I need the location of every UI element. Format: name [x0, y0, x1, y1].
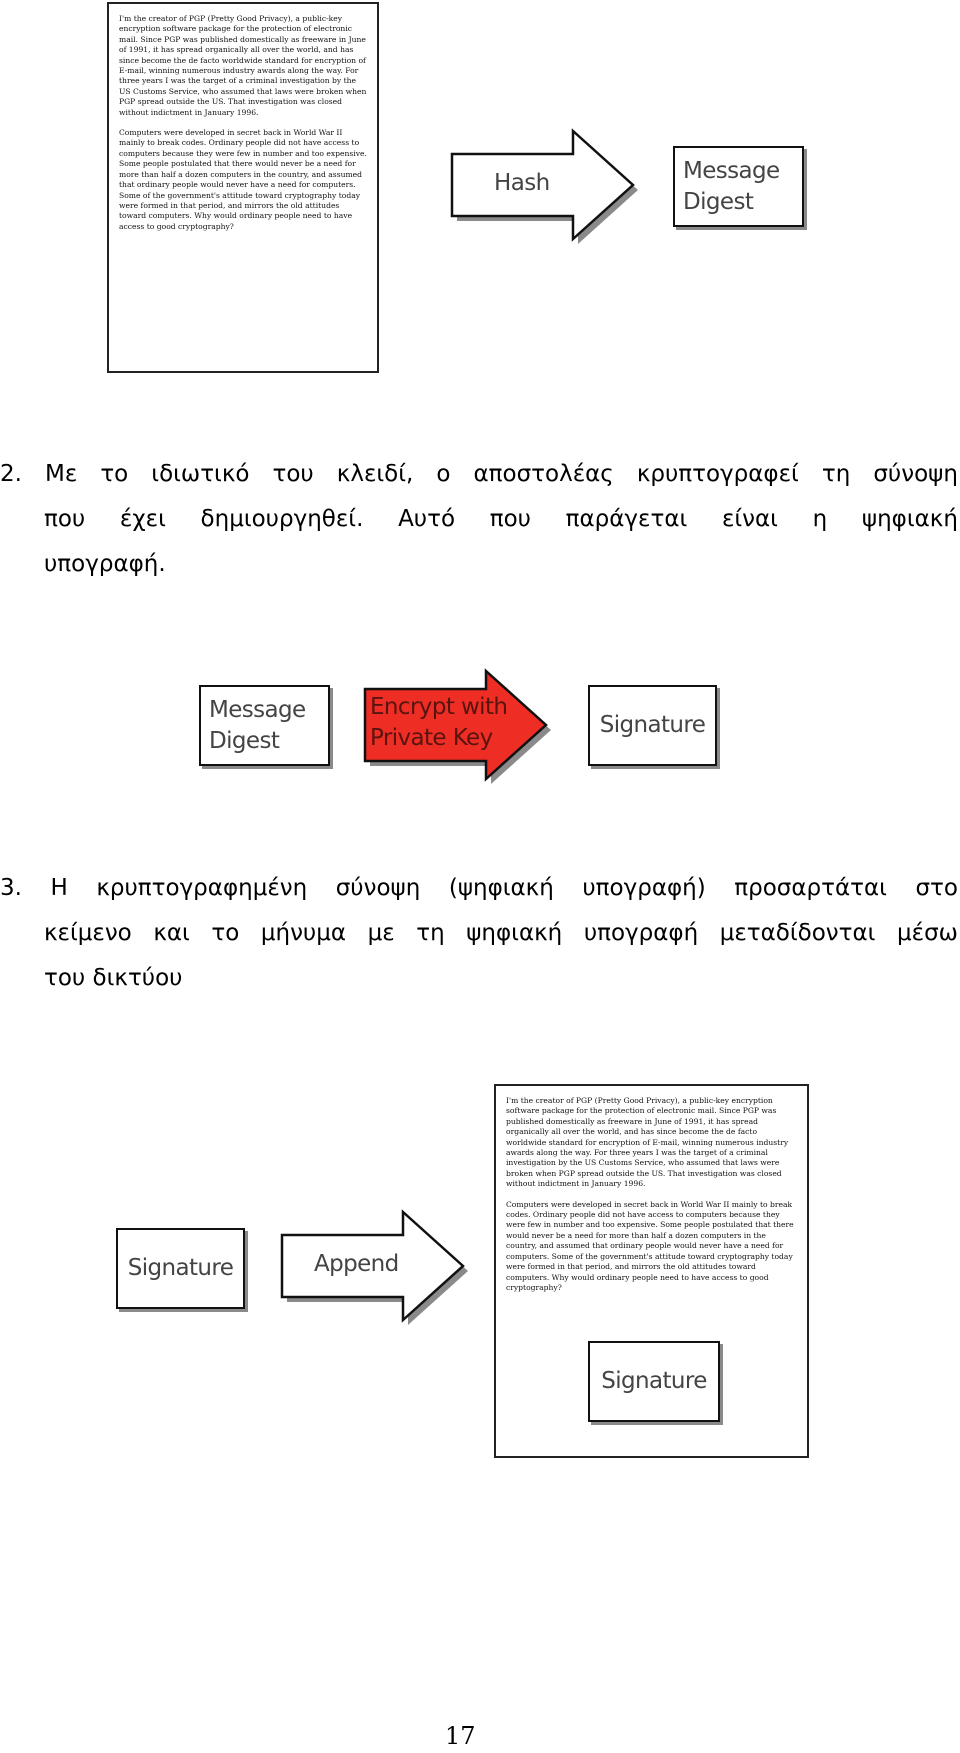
- signature-box: [116, 1228, 245, 1309]
- word: Η: [50, 875, 68, 901]
- word: σύνοψη: [873, 461, 958, 487]
- encrypt-label-line: Private Key: [370, 725, 493, 751]
- box-label: Signature: [601, 1368, 707, 1394]
- step-3-paragraph: [0, 866, 958, 1001]
- box-label-line: Digest: [209, 727, 280, 754]
- hash-label: Hash: [494, 170, 550, 196]
- step-2-paragraph: [0, 452, 958, 587]
- document-paragraph: Computers were developed in secret back in World War II mainly to break codes. Ordinary people did not have access to computers because they were few in number and too expensive. Some people postulated that there would never be a need for more than half a dozen computers in the country, and assumed that ordinary people would never have a need for computers. Some of the government's attitude toward cryptography today were formed in that period, and mirrors the old attitudes toward computers. Why would ordinary people need to have access to good cryptography?: [506, 1199, 794, 1292]
- message-digest-box: [673, 146, 804, 227]
- word: τη: [416, 920, 445, 946]
- word: υπογραφή: [583, 920, 699, 946]
- word: το: [211, 920, 240, 946]
- word: κρυπτογραφεί: [636, 461, 799, 487]
- box-label-line: Message: [209, 696, 306, 723]
- word: το: [100, 461, 129, 487]
- word: αποστολέας: [473, 461, 614, 487]
- word: του: [272, 461, 314, 487]
- word: μέσω: [897, 920, 958, 946]
- word: ιδιωτικό: [151, 461, 250, 487]
- word: ο: [436, 461, 451, 487]
- word: παράγεται: [565, 506, 688, 532]
- word: με: [367, 920, 395, 946]
- word: η: [812, 506, 828, 532]
- step-number: 2.: [0, 461, 22, 487]
- word: και: [153, 920, 190, 946]
- word: (ψηφιακή: [448, 875, 554, 901]
- word: ψηφιακή: [466, 920, 563, 946]
- document-paragraph: I'm the creator of PGP (Pretty Good Privacy), a public-key encryption software package for the protection of electronic mail. Since PGP was published domestically as freeware in June of 1991, it has spread organically all over the world, and has since become the de facto worldwide standard for encryption of E-mail, winning numerous industry awards along the way. For three years I was the target of a criminal investigation by the US Customs Service, who assumed that laws were broken when PGP spread outside the US. That investigation was closed without indictment in January 1996.: [119, 14, 367, 117]
- document-thumbnail: [107, 2, 379, 373]
- page-number: 17: [445, 1722, 476, 1750]
- word: στο: [915, 875, 958, 901]
- word: τη: [821, 461, 851, 487]
- box-label: Signature: [599, 712, 706, 738]
- message-digest-box: [199, 685, 330, 766]
- word: υπογραφή): [582, 875, 706, 901]
- document-thumbnail: [494, 1084, 809, 1458]
- signature-box: [588, 1341, 720, 1422]
- document-paragraph: Computers were developed in secret back in World War II mainly to break codes. Ordinary people did not have access to computers because they were few in number and too expensive. Some people postulated that there would never be a need for more than half a dozen computers in the country, and assumed that ordinary people would never have a need for computers. Some of the government's attitude toward cryptography today were formed in that period, and mirrors the old attitudes toward computers. Why would ordinary people need to have access to good cryptography?: [119, 128, 367, 231]
- word: δημιουργηθεί.: [200, 506, 364, 532]
- word: κείμενο: [44, 920, 132, 946]
- word: κρυπτογραφημένη: [96, 875, 308, 901]
- word: προσαρτάται: [734, 875, 887, 901]
- word: σύνοψη: [335, 875, 421, 901]
- word: είναι: [721, 506, 778, 532]
- word: που: [44, 506, 86, 532]
- word: υπογραφή.: [44, 551, 166, 577]
- document-paragraph: I'm the creator of PGP (Pretty Good Privacy), a public-key encryption software package for the protection of electronic mail. Since PGP was published domestically as freeware in June of 1991, it has spread organically all over the world, and has since become the de facto worldwide standard for encryption of E-mail, winning numerous industry awards along the way. For three years I was the target of a criminal investigation by the US Customs Service, who assumed that laws were broken when PGP spread outside the US. That investigation was closed without indictment in January 1996.: [506, 1096, 789, 1189]
- append-arrow: [280, 1209, 470, 1327]
- hash-arrow: [450, 128, 640, 246]
- encrypt-arrow: [363, 668, 553, 786]
- box-label: Signature: [127, 1255, 234, 1281]
- box-label-line: Digest: [683, 188, 754, 215]
- encrypt-label-line: Encrypt with: [370, 694, 508, 720]
- word: που: [489, 506, 531, 532]
- signature-box: [588, 685, 717, 766]
- box-label-line: Message: [683, 157, 780, 184]
- word: Αυτό: [398, 506, 456, 532]
- word: ψηφιακή: [861, 506, 958, 532]
- append-label: Append: [314, 1251, 399, 1277]
- word: του δικτύου: [44, 965, 183, 991]
- word: κλειδί,: [336, 461, 414, 487]
- word: έχει: [119, 506, 166, 532]
- step-number: 3.: [0, 875, 22, 901]
- word: μήνυμα: [260, 920, 347, 946]
- word: Με: [45, 461, 78, 487]
- word: μεταδίδονται: [719, 920, 876, 946]
